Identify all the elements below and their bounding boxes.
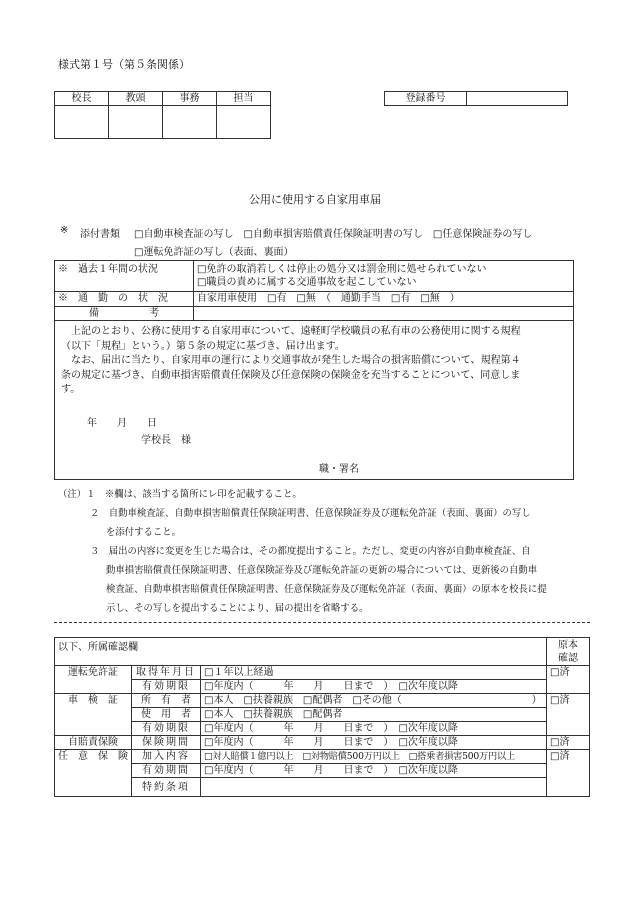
voluntary-label: 任 意 保 険 — [55, 750, 132, 797]
past-year-option-1[interactable]: □免許の取消若しくは停止の処分又は罰金刑に処せられていない — [197, 264, 487, 275]
document-title: 公用に使用する自家用車届 — [249, 193, 381, 206]
voluntary-check[interactable]: □済 — [547, 750, 590, 797]
inspection-expiry-label: 有効期限 — [132, 722, 201, 736]
approval-col-principal: 校長 — [55, 92, 109, 106]
inspection-label: 車 検 証 — [55, 694, 132, 736]
confirmation-header: 以下、所属確認欄 — [55, 638, 547, 666]
attachments-line1: □自動車検査証の写し □自動車損害賠償責任保険証明書の写し □任意保険証券の写し — [134, 229, 533, 240]
note-2b: を添付すること。 — [106, 527, 182, 538]
form-number: 様式第１号（第５条関係） — [58, 58, 190, 71]
registration-number-field[interactable] — [467, 92, 568, 106]
confirmation-table — [54, 637, 590, 797]
voluntary-period-label: 有効期間 — [132, 764, 201, 778]
remarks-field[interactable] — [194, 306, 574, 320]
approval-table — [54, 91, 271, 139]
commute-label: ※ 通 勤 の 状 況 — [55, 291, 194, 306]
license-expiry-label: 有効期限 — [132, 680, 201, 694]
approval-col-vice: 教頭 — [109, 92, 163, 106]
inspection-owner-value[interactable]: □本人 □扶養親族 □配偶者 □その他（ ） — [201, 694, 547, 708]
cali-check[interactable]: □済 — [547, 736, 590, 750]
license-acquired-value[interactable]: □１年以上経過 — [201, 666, 547, 680]
commute-options[interactable]: 自家用車使用 □有 □無 （ 通勤手当 □有 □無 ） — [194, 291, 574, 306]
confirmed-label: 確認 — [558, 652, 578, 664]
attachments-mark: ※ — [60, 225, 69, 236]
inspection-user-value[interactable]: □本人 □扶養親族 □配偶者 — [201, 708, 547, 722]
declaration-date: 年 月 日 — [87, 418, 157, 429]
attachments-label: 添付書類 — [80, 229, 120, 240]
note-3c: 検査証、自動車損害賠償責任保険証明書、任意保険証券及び運転免許証（表面、裏面）の原本を校長に提 — [106, 584, 547, 595]
declaration-signature-label: 職・署名 — [319, 464, 359, 475]
attachments-line2: □運転免許証の写し（表面、裏面） — [134, 247, 294, 258]
declaration-p1b: （以下「規程」という。）第５条の規定に基づき、届け出ます。 — [61, 340, 345, 352]
cali-label: 自賠責保険 — [55, 736, 132, 750]
inspection-expiry-value[interactable]: □年度内（ 年 月 日まで ） □次年度以降 — [201, 722, 547, 736]
declaration-p2a: なお、届出に当たり、自家用車の運行により交通事故が発生した場合の損害賠償について、規程第４ — [71, 355, 521, 366]
license-check[interactable]: □済 — [547, 666, 590, 694]
past-year-option-2[interactable]: □職員の責めに属する交通事故を起こしていない — [197, 277, 417, 288]
license-label: 運転免許証 — [55, 666, 132, 694]
past-year-options[interactable] — [194, 261, 574, 291]
status-table — [55, 261, 573, 321]
declaration-p1a: 上記のとおり、公務に使用する自家用車について、遠軽町学校職員の私有車の公務使用に関する規程 — [71, 326, 521, 337]
registration-table — [384, 91, 568, 106]
declaration-addressee: 学校長 様 — [141, 435, 191, 446]
voluntary-rider-value[interactable] — [201, 778, 547, 797]
approval-col-charge: 担当 — [217, 92, 271, 106]
voluntary-period-value[interactable]: □年度内（ 年 月 日まで ） □次年度以降 — [201, 764, 547, 778]
note-3d: 示し、その写しを提出することにより、届の提出を省略する。 — [106, 603, 369, 614]
original-label: 原本 — [558, 639, 578, 651]
voluntary-rider-label: 特約条項 — [132, 778, 201, 797]
past-year-label: ※ 過去１年間の状況 — [55, 261, 194, 291]
approval-stamp-3[interactable] — [163, 106, 217, 139]
inspection-owner-label: 所 有 者 — [132, 694, 201, 708]
note-2a: ２ 自動車検査証、自動車損害賠償責任保険証明書、任意保険証券及び運転免許証（表面、裏面）の写し — [90, 508, 531, 519]
cali-period-label: 保険期間 — [132, 736, 201, 750]
voluntary-coverage-label: 加入内容 — [132, 750, 201, 764]
declaration-p2c: す。 — [61, 384, 81, 395]
note-1: （注）１ ※欄は、該当する箇所にレ印を記載すること。 — [58, 489, 302, 500]
voluntary-coverage-value[interactable]: □対人賠償１億円以上 □対物賠償500万円以上 □搭乗者損害500万円以上 — [201, 750, 547, 764]
license-acquired-label: 取得年月日 — [132, 666, 201, 680]
approval-stamp-4[interactable] — [217, 106, 271, 139]
note-3b: 動車損害賠償責任保険証明書、任意保険証券及び運転免許証の更新の場合については、更新後の自動車 — [106, 565, 538, 576]
inspection-user-label: 使 用 者 — [132, 708, 201, 722]
license-expiry-value[interactable]: □年度内（ 年 月 日まで ） □次年度以降 — [201, 680, 547, 694]
declaration-p2b: 条の規定に基づき、自動車損害賠償責任保険及び任意保険の保険金を充当することについて、同意しま — [61, 369, 521, 381]
approval-stamp-2[interactable] — [109, 106, 163, 139]
original-confirmed-header — [547, 638, 590, 666]
declaration-text — [61, 325, 521, 398]
approval-stamp-1[interactable] — [55, 106, 109, 139]
declaration-box — [54, 260, 574, 480]
cali-period-value[interactable]: □年度内（ 年 月 日まで ） □次年度以降 — [201, 736, 547, 750]
dashed-separator — [54, 622, 590, 623]
inspection-check[interactable]: □済 — [547, 694, 590, 736]
note-3a: ３ 届出の内容に変更を生じた場合は、その都度提出すること。ただし、変更の内容が自動車検査証、自 — [90, 546, 531, 557]
registration-label: 登録番号 — [385, 92, 467, 106]
approval-col-office: 事務 — [163, 92, 217, 106]
notes — [58, 485, 547, 618]
remarks-label: 備 考 — [55, 306, 194, 320]
